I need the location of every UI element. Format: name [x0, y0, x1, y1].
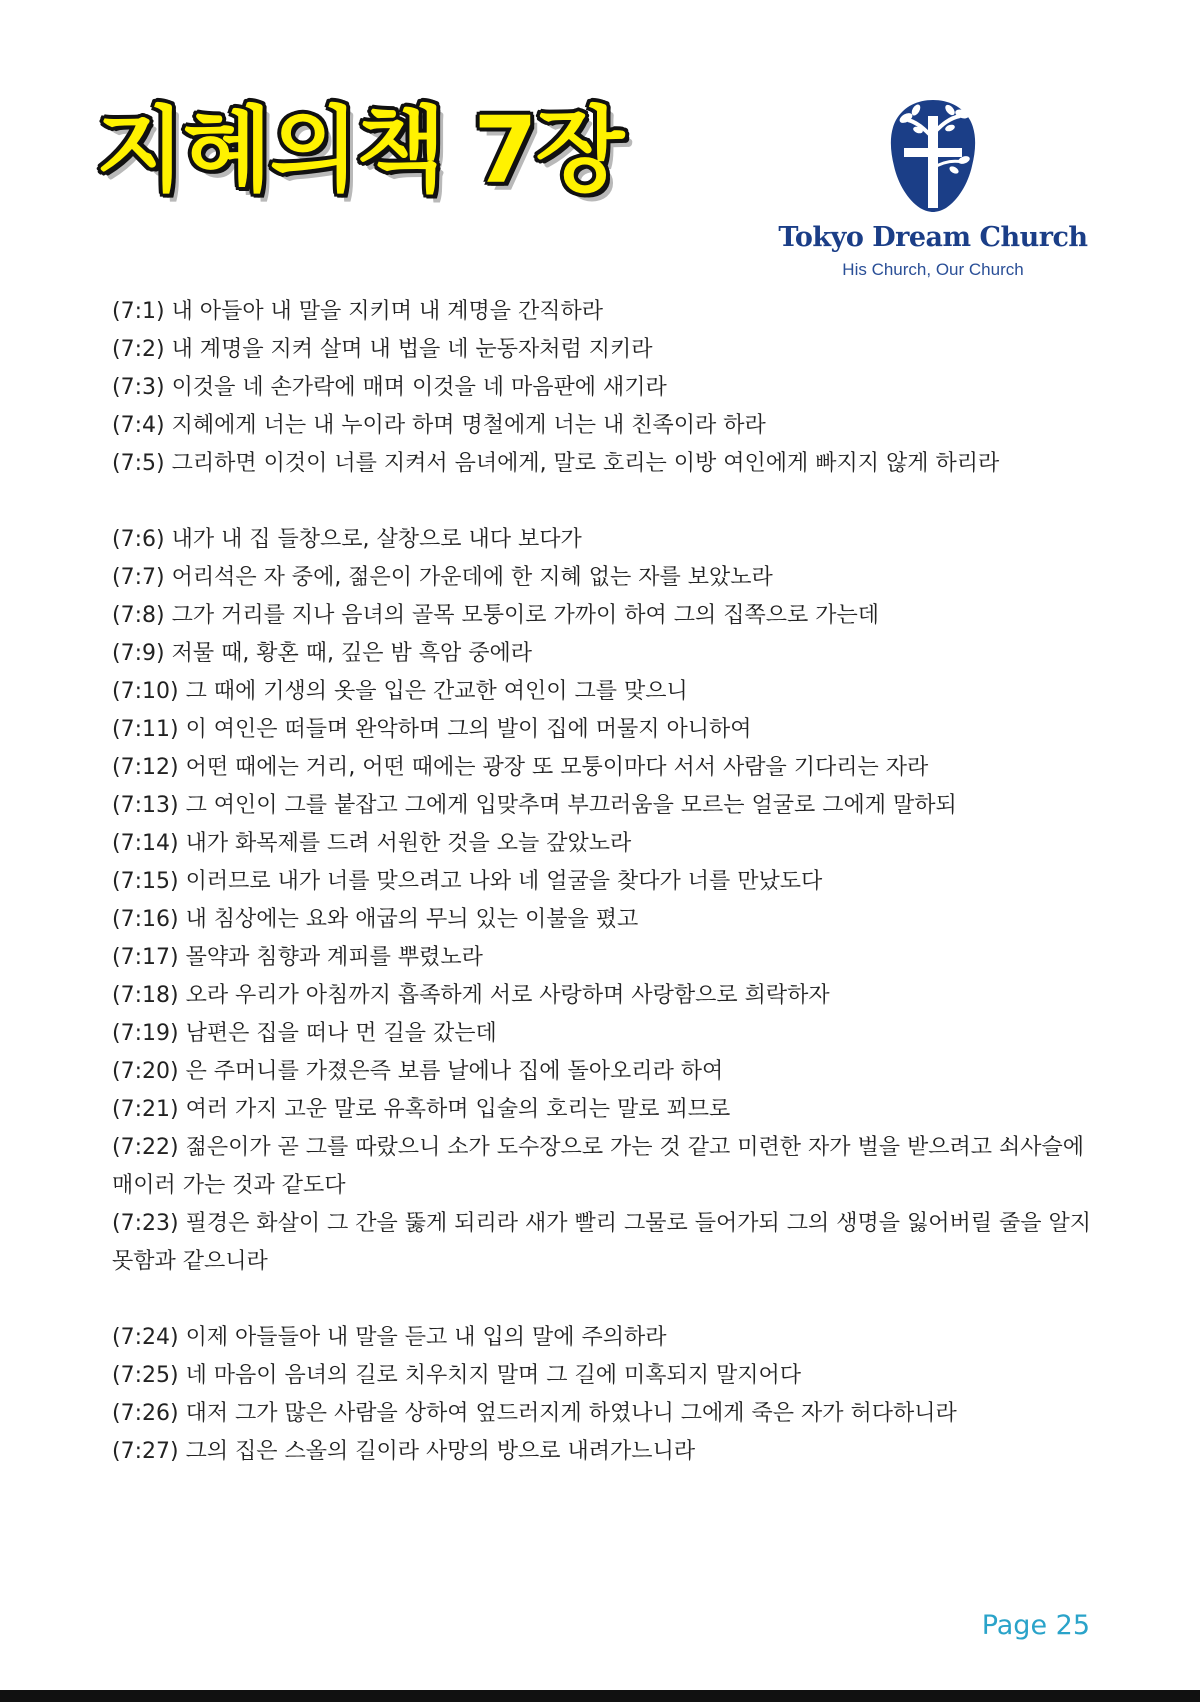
verse-line: (7:13) 그 여인이 그를 붙잡고 그에게 입맞추며 부끄러움을 모르는 얼굴로 그에게 말하되	[112, 793, 957, 818]
verse-group	[112, 293, 1092, 483]
verse-line: (7:11) 이 여인은 떠들며 완악하며 그의 발이 집에 머물지 아니하여	[112, 717, 752, 742]
verse-line: (7:4) 지혜에게 너는 내 누이라 하며 명철에게 너는 내 친족이라 하라	[112, 413, 766, 438]
verse-line: (7:12) 어떤 때에는 거리, 어떤 때에는 광장 또 모퉁이마다 서서 사람을 기다리는 자라	[112, 755, 929, 780]
church-tagline: His Church, Our Church	[842, 260, 1024, 279]
verse-line: (7:18) 오라 우리가 아침까지 흡족하게 서로 사랑하며 사랑함으로 희락하자	[112, 983, 830, 1008]
verse-line: (7:21) 여러 가지 고운 말로 유혹하며 입술의 호리는 말로 꾀므로	[112, 1097, 731, 1122]
verse-line: (7:14) 내가 화목제를 드려 서원한 것을 오늘 갚았노라	[112, 831, 632, 856]
verse-line: (7:3) 이것을 네 손가락에 매며 이것을 네 마음판에 새기라	[112, 375, 667, 400]
verse-line: (7:26) 대저 그가 많은 사람을 상하여 엎드러지게 하였나니 그에게 죽은 자가 허다하니라	[112, 1401, 957, 1426]
verse-group	[112, 521, 1092, 1281]
verse-line: (7:25) 네 마음이 음녀의 길로 치우치지 말며 그 길에 미혹되지 말지어다	[112, 1363, 802, 1388]
verse-list	[112, 293, 1092, 1471]
chapter-title: 지혜의책 7장	[96, 97, 623, 204]
verse-line: (7:6) 내가 내 집 들창으로, 살창으로 내다 보다가	[112, 527, 582, 552]
verse-line: (7:27) 그의 집은 스올의 길이라 사망의 방으로 내려가느니라	[112, 1439, 696, 1464]
church-name: Tokyo Dream Church	[778, 222, 1088, 253]
church-logo	[778, 98, 1088, 288]
verse-group	[112, 1319, 1092, 1471]
verse-line: (7:5) 그리하면 이것이 너를 지켜서 음녀에게, 말로 호리는 이방 여인에게 빠지지 않게 하리라	[112, 451, 1000, 476]
verse-line: (7:9) 저물 때, 황혼 때, 깊은 밤 흑암 중에라	[112, 641, 533, 666]
verse-line: (7:16) 내 침상에는 요와 애굽의 무늬 있는 이불을 폈고	[112, 907, 639, 932]
tree-cross-icon	[888, 98, 978, 212]
verse-line: (7:17) 몰약과 침향과 계피를 뿌렸노라	[112, 945, 483, 970]
verse-line: (7:23) 필경은 화살이 그 간을 뚫게 되리라 새가 빨리 그물로 들어가되 그의 생명을 잃어버릴 줄을 알지 못함과 같으니라	[112, 1211, 1092, 1274]
verse-line: (7:15) 이러므로 내가 너를 맞으려고 나와 네 얼굴을 찾다가 너를 만났도다	[112, 869, 823, 894]
verse-line: (7:2) 내 계명을 지켜 살며 내 법을 네 눈동자처럼 지키라	[112, 337, 653, 362]
verse-line: (7:19) 남편은 집을 떠나 먼 길을 갔는데	[112, 1021, 497, 1046]
bottom-border	[0, 1690, 1200, 1702]
verse-line: (7:1) 내 아들아 내 말을 지키며 내 계명을 간직하라	[112, 299, 604, 324]
verse-line: (7:8) 그가 거리를 지나 음녀의 골목 모퉁이로 가까이 하여 그의 집쪽으로 가는데	[112, 603, 880, 628]
verse-line: (7:20) 은 주머니를 가졌은즉 보름 날에나 집에 돌아오리라 하여	[112, 1059, 724, 1084]
page-number: Page 25	[981, 1610, 1090, 1641]
verse-line: (7:7) 어리석은 자 중에, 젊은이 가운데에 한 지혜 없는 자를 보았노라	[112, 565, 773, 590]
verse-line: (7:22) 젊은이가 곧 그를 따랐으니 소가 도수장으로 가는 것 같고 미련한 자가 벌을 받으려고 쇠사슬에 매이러 가는 것과 같도다	[112, 1135, 1085, 1198]
verse-line: (7:24) 이제 아들들아 내 말을 듣고 내 입의 말에 주의하라	[112, 1325, 667, 1350]
verse-line: (7:10) 그 때에 기생의 옷을 입은 간교한 여인이 그를 맞으니	[112, 679, 688, 704]
